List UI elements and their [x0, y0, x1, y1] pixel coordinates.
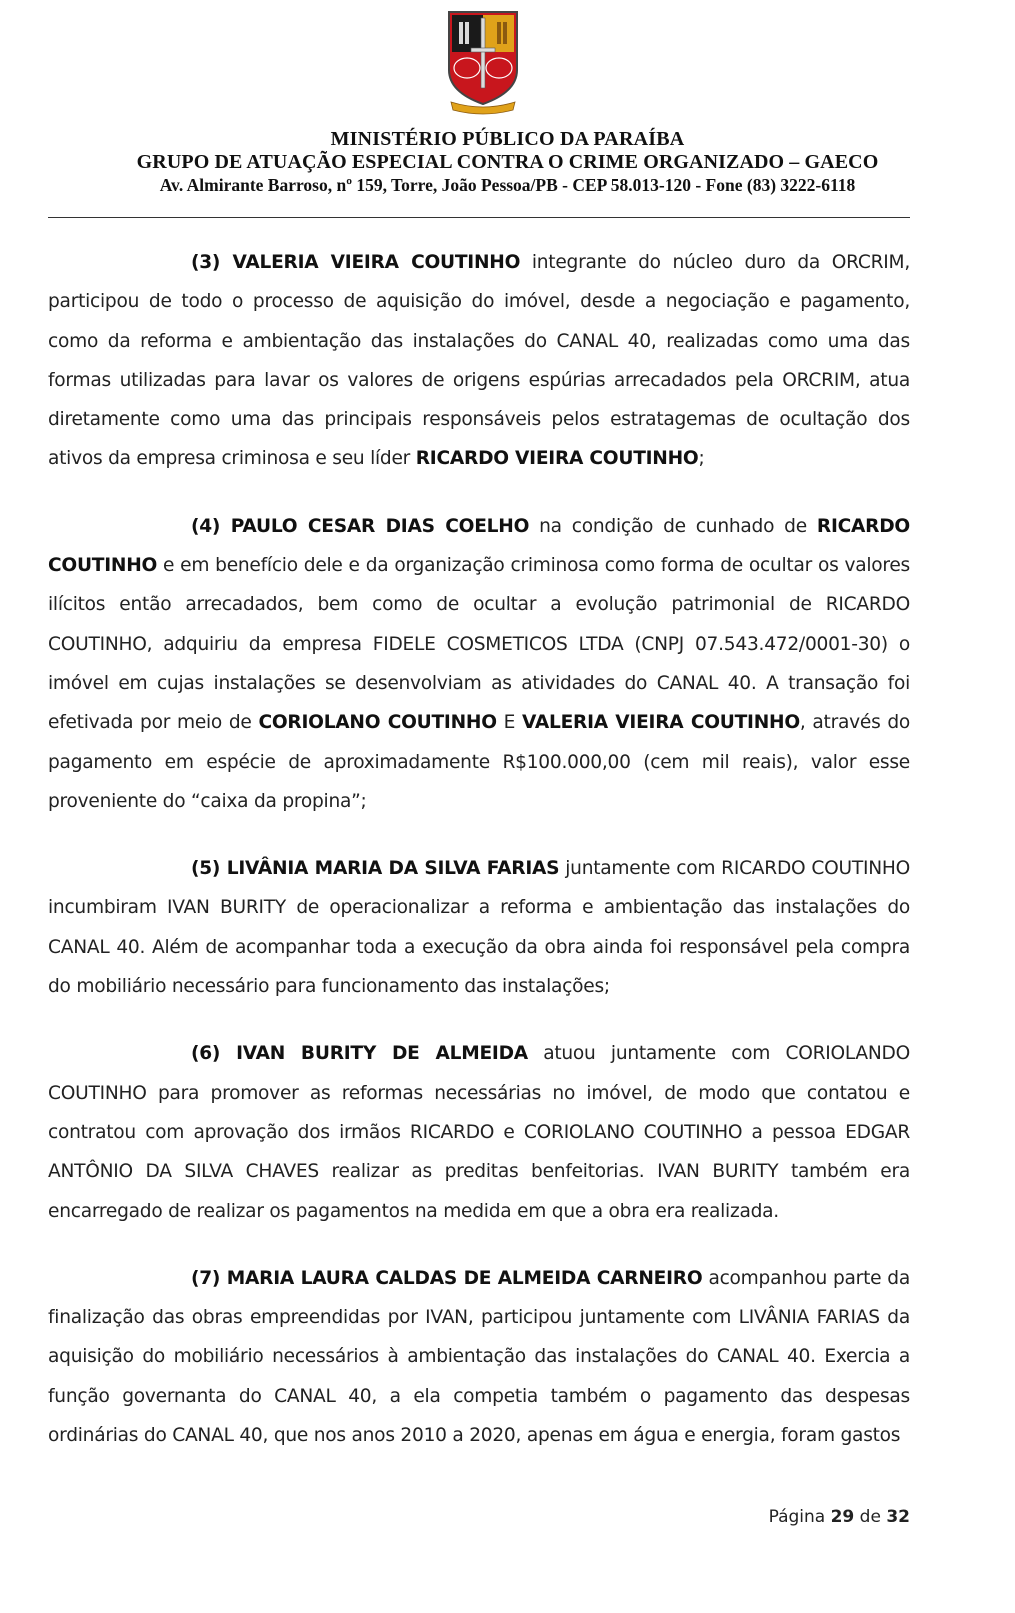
group-name: GRUPO DE ATUAÇÃO ESPECIAL CONTRA O CRIME ORGANIZADO – GAECO — [136, 151, 879, 173]
of-label: de — [854, 1507, 887, 1527]
item-number: (5) — [191, 858, 227, 880]
paragraph-text: acompanhou parte da finalização das obras empreendidas por IVAN, participou juntamente com LIVÂNIA FARIAS da aquisição do mobiliário necessários à ambientação das instalações do CANAL 40. Exercia a função governanta do CANAL 40, a ela competia também o pagamento das despesas ordinárias do CANAL 40, que nos anos 2010 a 2020, apenas em água e energia, foram gastos — [48, 1267, 911, 1447]
document-body — [48, 243, 910, 1483]
item-number: (3) — [191, 252, 233, 273]
defendant-name: RICARDO COUTINHO — [48, 515, 910, 577]
defendant-name: PAULO CESAR DIAS COELHO — [230, 515, 530, 537]
paragraph-text: E — [496, 712, 522, 734]
defendant-name: MARIA LAURA CALDAS DE ALMEIDA CARNEIRO — [226, 1267, 703, 1289]
page-label: Página — [768, 1507, 831, 1527]
paragraph-text: juntamente com RICARDO COUTINHO incumbiram IVAN BURITY de operacionalizar a reforma e ambientação das instalações do CANAL 40. Além de acompanhar toda a execução da obra ainda foi responsável pela compra do mobiliário necessário para funcionamento das instalações; — [48, 858, 910, 998]
defendant-name: CORIOLANO COUTINHO — [258, 712, 497, 734]
item-number: (7) — [191, 1267, 227, 1289]
defendant-name: VALERIA VIEIRA COUTINHO — [521, 712, 800, 734]
total-pages: 32 — [886, 1507, 910, 1527]
paragraph-6 — [48, 1034, 910, 1230]
paragraph-text: integrante do núcleo duro da ORCRIM, participou de todo o processo de aquisição do imóvel, desde a negociação e pagamento, como da reforma e ambientação das instalações do CANAL 40, realizadas como uma das formas utilizadas para lavar os valores de origens espúrias arrecadados pela ORCRIM, atua diretamente como uma das principais responsáveis pelos estratagemas de ocultação dos ativos da empresa criminosa e seu líder — [48, 252, 910, 470]
header-divider — [48, 217, 910, 218]
defendant-name: VALERIA VIEIRA COUTINHO — [232, 252, 521, 273]
paragraph-text: , através do pagamento em espécie de aproximadamente R$100.000,00 (cem mil reais), valor esse proveniente do “caixa da propina”; — [48, 712, 911, 812]
paragraph-3 — [48, 243, 910, 479]
paragraph-text: e em benefício dele e da organização criminosa como forma de ocultar os valores ilícitos então arrecadados, bem como de ocultar a evolução patrimonial de RICARDO COUTINHO, adquiriu da empresa FIDELE COSMETICOS LTDA (CNPJ 07.543.472/0001-30) o imóvel em cujas instalações se desenvolviam as atividades do CANAL 40. A transação foi efetivada por meio de — [48, 555, 910, 734]
institution-name: MINISTÉRIO PÚBLICO DA PARAÍBA — [330, 128, 685, 150]
defendant-name: LIVÂNIA MARIA DA SILVA FARIAS — [226, 858, 560, 880]
letterhead — [0, 128, 1015, 197]
paragraph-text: ; — [698, 448, 705, 470]
address-line: Av. Almirante Barroso, nº 159, Torre, João Pessoa/PB - CEP 58.013-120 - Fone (83) 3222-6118 — [159, 175, 856, 195]
defendant-name: IVAN BURITY DE ALMEIDA — [236, 1043, 528, 1065]
item-number: (6) — [191, 1043, 237, 1065]
defendant-name: RICARDO VIEIRA COUTINHO — [415, 448, 699, 470]
paragraph-4 — [48, 507, 910, 821]
mppb-seal-icon — [445, 8, 521, 118]
item-number: (4) — [191, 515, 231, 537]
page-number-footer — [769, 1507, 910, 1527]
paragraph-5 — [48, 849, 910, 1006]
paragraph-7 — [48, 1259, 910, 1455]
paragraph-text: atuou juntamente com CORIOLANDO COUTINHO para promover as reformas necessárias no imóvel, de modo que contatou e contratou com aprovação dos irmãos RICARDO e CORIOLANO COUTINHO a pessoa EDGAR ANTÔNIO DA SILVA CHAVES realizar as preditas benfeitorias. IVAN BURITY também era encarregado de realizar os pagamentos na medida em que a obra era realizada. — [48, 1043, 910, 1222]
page-number: 29 — [830, 1507, 855, 1527]
paragraph-text: na condição de cunhado de — [529, 515, 817, 537]
